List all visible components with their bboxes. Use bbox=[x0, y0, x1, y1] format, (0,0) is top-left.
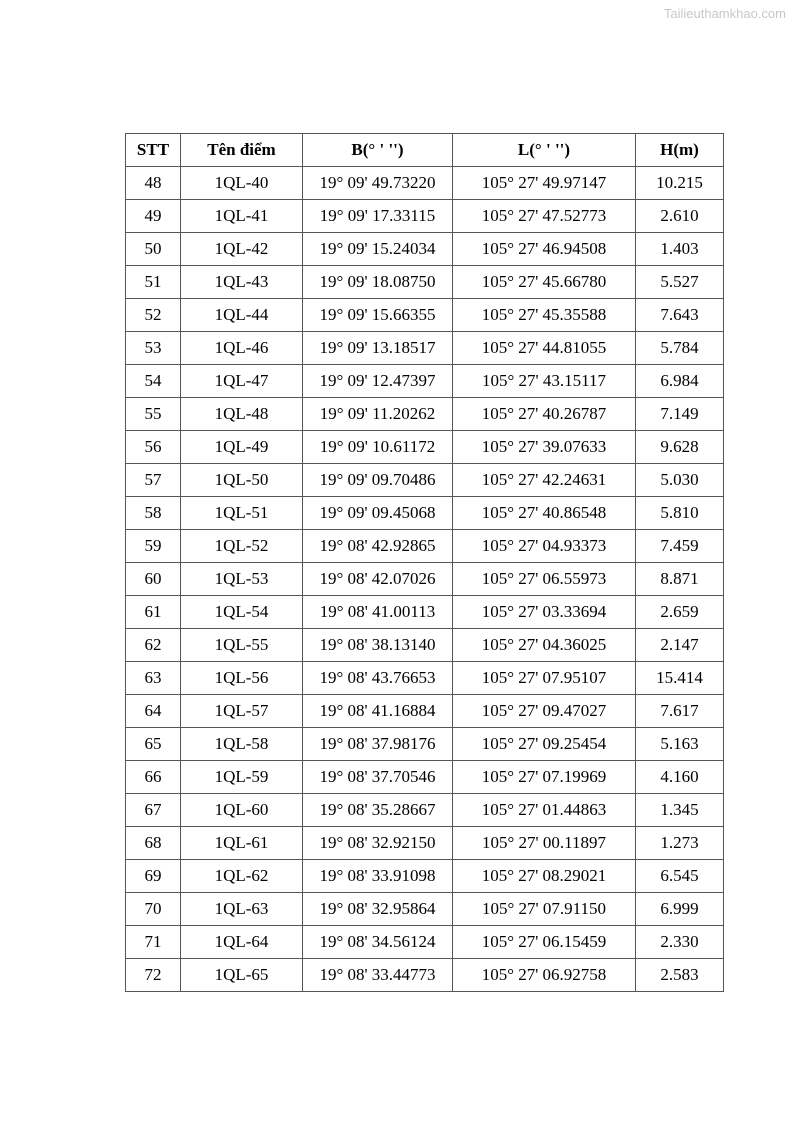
cell-latitude: 19° 08' 33.44773 bbox=[303, 959, 453, 992]
table-row bbox=[126, 530, 724, 563]
cell-point-name: 1QL-44 bbox=[181, 299, 303, 332]
cell-latitude: 19° 08' 34.56124 bbox=[303, 926, 453, 959]
table-row bbox=[126, 629, 724, 662]
cell-stt: 71 bbox=[126, 926, 181, 959]
cell-stt: 53 bbox=[126, 332, 181, 365]
cell-stt: 50 bbox=[126, 233, 181, 266]
table-row bbox=[126, 695, 724, 728]
table-row bbox=[126, 596, 724, 629]
coordinate-table bbox=[125, 133, 724, 992]
table-row bbox=[126, 365, 724, 398]
cell-stt: 49 bbox=[126, 200, 181, 233]
cell-longitude: 105° 27' 07.91150 bbox=[453, 893, 636, 926]
cell-longitude: 105° 27' 45.35588 bbox=[453, 299, 636, 332]
cell-latitude: 19° 09' 18.08750 bbox=[303, 266, 453, 299]
cell-point-name: 1QL-55 bbox=[181, 629, 303, 662]
cell-height: 9.628 bbox=[636, 431, 724, 464]
cell-latitude: 19° 08' 41.00113 bbox=[303, 596, 453, 629]
cell-stt: 72 bbox=[126, 959, 181, 992]
cell-longitude: 105° 27' 04.93373 bbox=[453, 530, 636, 563]
cell-longitude: 105° 27' 07.19969 bbox=[453, 761, 636, 794]
table-row bbox=[126, 233, 724, 266]
cell-latitude: 19° 09' 10.61172 bbox=[303, 431, 453, 464]
table-row bbox=[126, 926, 724, 959]
cell-latitude: 19° 08' 38.13140 bbox=[303, 629, 453, 662]
table-row bbox=[126, 662, 724, 695]
cell-point-name: 1QL-49 bbox=[181, 431, 303, 464]
cell-height: 1.403 bbox=[636, 233, 724, 266]
cell-height: 2.583 bbox=[636, 959, 724, 992]
cell-longitude: 105° 27' 09.25454 bbox=[453, 728, 636, 761]
cell-point-name: 1QL-56 bbox=[181, 662, 303, 695]
cell-longitude: 105° 27' 43.15117 bbox=[453, 365, 636, 398]
cell-latitude: 19° 09' 12.47397 bbox=[303, 365, 453, 398]
cell-stt: 60 bbox=[126, 563, 181, 596]
cell-point-name: 1QL-40 bbox=[181, 167, 303, 200]
cell-stt: 70 bbox=[126, 893, 181, 926]
table-row bbox=[126, 893, 724, 926]
cell-stt: 51 bbox=[126, 266, 181, 299]
cell-longitude: 105° 27' 44.81055 bbox=[453, 332, 636, 365]
cell-height: 1.345 bbox=[636, 794, 724, 827]
cell-latitude: 19° 08' 42.92865 bbox=[303, 530, 453, 563]
cell-longitude: 105° 27' 40.86548 bbox=[453, 497, 636, 530]
cell-point-name: 1QL-57 bbox=[181, 695, 303, 728]
table-row bbox=[126, 827, 724, 860]
cell-longitude: 105° 27' 04.36025 bbox=[453, 629, 636, 662]
cell-longitude: 105° 27' 42.24631 bbox=[453, 464, 636, 497]
cell-height: 5.163 bbox=[636, 728, 724, 761]
cell-point-name: 1QL-47 bbox=[181, 365, 303, 398]
cell-latitude: 19° 09' 49.73220 bbox=[303, 167, 453, 200]
cell-stt: 56 bbox=[126, 431, 181, 464]
cell-point-name: 1QL-60 bbox=[181, 794, 303, 827]
cell-height: 2.147 bbox=[636, 629, 724, 662]
cell-height: 5.527 bbox=[636, 266, 724, 299]
cell-height: 7.617 bbox=[636, 695, 724, 728]
cell-height: 1.273 bbox=[636, 827, 724, 860]
cell-latitude: 19° 08' 37.98176 bbox=[303, 728, 453, 761]
cell-latitude: 19° 09' 09.45068 bbox=[303, 497, 453, 530]
cell-point-name: 1QL-43 bbox=[181, 266, 303, 299]
cell-height: 10.215 bbox=[636, 167, 724, 200]
cell-longitude: 105° 27' 46.94508 bbox=[453, 233, 636, 266]
cell-stt: 58 bbox=[126, 497, 181, 530]
cell-point-name: 1QL-46 bbox=[181, 332, 303, 365]
cell-longitude: 105° 27' 49.97147 bbox=[453, 167, 636, 200]
cell-longitude: 105° 27' 00.11897 bbox=[453, 827, 636, 860]
header-latitude: B(° ' '') bbox=[303, 134, 453, 167]
cell-height: 2.610 bbox=[636, 200, 724, 233]
cell-point-name: 1QL-41 bbox=[181, 200, 303, 233]
table-row bbox=[126, 299, 724, 332]
header-height: H(m) bbox=[636, 134, 724, 167]
cell-latitude: 19° 09' 09.70486 bbox=[303, 464, 453, 497]
cell-height: 7.149 bbox=[636, 398, 724, 431]
cell-height: 4.160 bbox=[636, 761, 724, 794]
cell-point-name: 1QL-61 bbox=[181, 827, 303, 860]
cell-latitude: 19° 09' 11.20262 bbox=[303, 398, 453, 431]
cell-point-name: 1QL-62 bbox=[181, 860, 303, 893]
table-row bbox=[126, 332, 724, 365]
table-row bbox=[126, 200, 724, 233]
cell-longitude: 105° 27' 39.07633 bbox=[453, 431, 636, 464]
cell-longitude: 105° 27' 47.52773 bbox=[453, 200, 636, 233]
cell-stt: 67 bbox=[126, 794, 181, 827]
table-row bbox=[126, 728, 724, 761]
table-row bbox=[126, 959, 724, 992]
cell-longitude: 105° 27' 45.66780 bbox=[453, 266, 636, 299]
cell-point-name: 1QL-64 bbox=[181, 926, 303, 959]
cell-latitude: 19° 09' 17.33115 bbox=[303, 200, 453, 233]
cell-point-name: 1QL-51 bbox=[181, 497, 303, 530]
table-row bbox=[126, 497, 724, 530]
cell-longitude: 105° 27' 40.26787 bbox=[453, 398, 636, 431]
cell-point-name: 1QL-63 bbox=[181, 893, 303, 926]
cell-point-name: 1QL-42 bbox=[181, 233, 303, 266]
cell-stt: 52 bbox=[126, 299, 181, 332]
cell-stt: 54 bbox=[126, 365, 181, 398]
cell-longitude: 105° 27' 09.47027 bbox=[453, 695, 636, 728]
cell-latitude: 19° 08' 43.76653 bbox=[303, 662, 453, 695]
cell-height: 6.545 bbox=[636, 860, 724, 893]
cell-height: 2.659 bbox=[636, 596, 724, 629]
cell-latitude: 19° 09' 13.18517 bbox=[303, 332, 453, 365]
table-row bbox=[126, 266, 724, 299]
cell-latitude: 19° 08' 33.91098 bbox=[303, 860, 453, 893]
header-stt: STT bbox=[126, 134, 181, 167]
cell-longitude: 105° 27' 06.92758 bbox=[453, 959, 636, 992]
cell-height: 5.810 bbox=[636, 497, 724, 530]
cell-stt: 66 bbox=[126, 761, 181, 794]
table-row bbox=[126, 860, 724, 893]
cell-latitude: 19° 08' 42.07026 bbox=[303, 563, 453, 596]
cell-longitude: 105° 27' 01.44863 bbox=[453, 794, 636, 827]
cell-stt: 61 bbox=[126, 596, 181, 629]
cell-stt: 57 bbox=[126, 464, 181, 497]
cell-longitude: 105° 27' 07.95107 bbox=[453, 662, 636, 695]
cell-latitude: 19° 08' 32.92150 bbox=[303, 827, 453, 860]
header-point-name: Tên điểm bbox=[181, 134, 303, 167]
cell-point-name: 1QL-54 bbox=[181, 596, 303, 629]
cell-latitude: 19° 08' 37.70546 bbox=[303, 761, 453, 794]
table-row bbox=[126, 464, 724, 497]
cell-latitude: 19° 09' 15.24034 bbox=[303, 233, 453, 266]
table-row bbox=[126, 794, 724, 827]
cell-height: 7.459 bbox=[636, 530, 724, 563]
table-row bbox=[126, 431, 724, 464]
cell-height: 5.030 bbox=[636, 464, 724, 497]
cell-stt: 65 bbox=[126, 728, 181, 761]
cell-height: 7.643 bbox=[636, 299, 724, 332]
cell-stt: 69 bbox=[126, 860, 181, 893]
cell-point-name: 1QL-58 bbox=[181, 728, 303, 761]
cell-longitude: 105° 27' 06.55973 bbox=[453, 563, 636, 596]
watermark: Tailieuthamkhao.com bbox=[663, 6, 786, 21]
cell-height: 2.330 bbox=[636, 926, 724, 959]
cell-stt: 59 bbox=[126, 530, 181, 563]
table-header-row bbox=[126, 134, 724, 167]
cell-height: 15.414 bbox=[636, 662, 724, 695]
cell-latitude: 19° 08' 32.95864 bbox=[303, 893, 453, 926]
table-body bbox=[126, 167, 724, 992]
table-row bbox=[126, 761, 724, 794]
cell-point-name: 1QL-50 bbox=[181, 464, 303, 497]
cell-longitude: 105° 27' 03.33694 bbox=[453, 596, 636, 629]
cell-latitude: 19° 08' 41.16884 bbox=[303, 695, 453, 728]
cell-point-name: 1QL-53 bbox=[181, 563, 303, 596]
cell-latitude: 19° 08' 35.28667 bbox=[303, 794, 453, 827]
cell-stt: 68 bbox=[126, 827, 181, 860]
cell-height: 5.784 bbox=[636, 332, 724, 365]
cell-stt: 63 bbox=[126, 662, 181, 695]
cell-stt: 62 bbox=[126, 629, 181, 662]
cell-longitude: 105° 27' 08.29021 bbox=[453, 860, 636, 893]
cell-stt: 55 bbox=[126, 398, 181, 431]
cell-point-name: 1QL-52 bbox=[181, 530, 303, 563]
cell-point-name: 1QL-48 bbox=[181, 398, 303, 431]
cell-stt: 48 bbox=[126, 167, 181, 200]
table-row bbox=[126, 398, 724, 431]
cell-stt: 64 bbox=[126, 695, 181, 728]
cell-latitude: 19° 09' 15.66355 bbox=[303, 299, 453, 332]
cell-height: 8.871 bbox=[636, 563, 724, 596]
header-longitude: L(° ' '') bbox=[453, 134, 636, 167]
cell-longitude: 105° 27' 06.15459 bbox=[453, 926, 636, 959]
cell-height: 6.999 bbox=[636, 893, 724, 926]
cell-height: 6.984 bbox=[636, 365, 724, 398]
cell-point-name: 1QL-65 bbox=[181, 959, 303, 992]
cell-point-name: 1QL-59 bbox=[181, 761, 303, 794]
table-row bbox=[126, 563, 724, 596]
table-row bbox=[126, 167, 724, 200]
